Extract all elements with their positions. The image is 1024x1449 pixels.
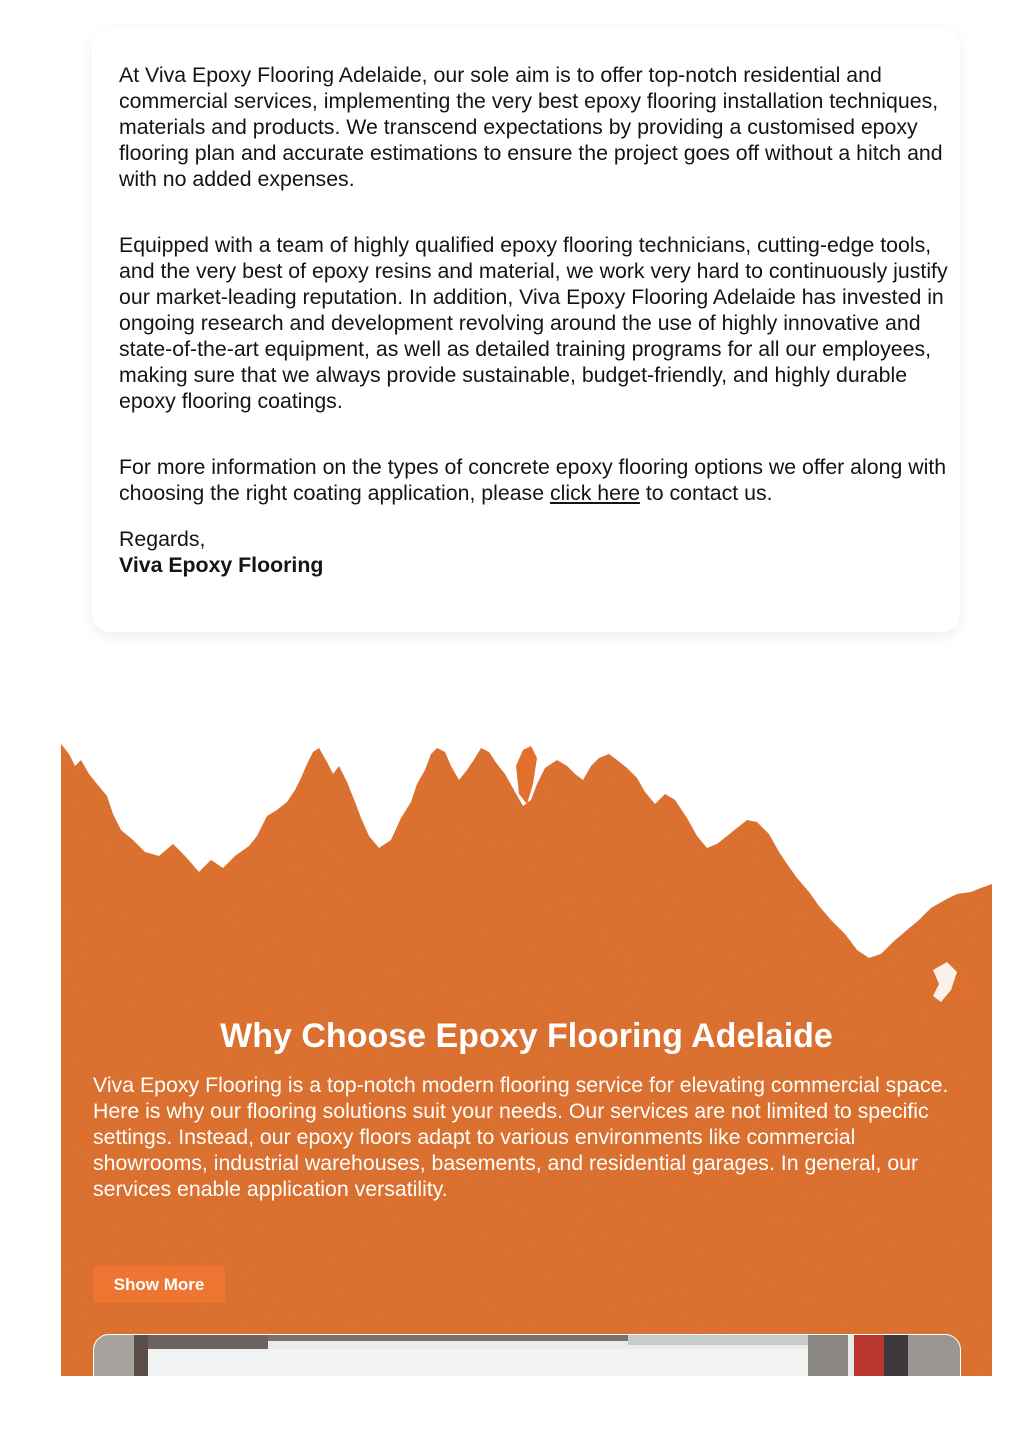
letter-paragraph-3-tail: to contact us. xyxy=(639,481,773,505)
garage-floor-photo xyxy=(93,1334,961,1376)
why-section-title: Why Choose Epoxy Flooring Adelaide xyxy=(220,1017,833,1055)
why-section-description: Viva Epoxy Flooring is a top-notch modern flooring service for elevating commercial space. Here is why our flooring solutions suit your needs. Our services are not limited to specific settings. Instead, our epoxy floors adapt to various environments like commercial showrooms, industrial warehouses, basements, and residential garages. In general, our services enable application versatility. xyxy=(93,1073,949,1201)
letter-signoff: Regards, xyxy=(119,527,206,551)
show-more-button[interactable]: Show More xyxy=(93,1266,225,1303)
letter-paragraph-1: At Viva Epoxy Flooring Adelaide, our sole aim is to offer top-notch residential and commercial services, implementing the very best epoxy flooring installation techniques, materials and products. We transcend expectations by providing a customised epoxy flooring plan and accurate estimations to ensure the project goes off without a hitch and with no added expenses. xyxy=(119,63,943,191)
letter-paragraph-3-lead: For more information on the types of concrete epoxy flooring options we offer along with choosing the right coating application, please xyxy=(119,455,947,505)
letter-paragraph-3 xyxy=(119,454,949,506)
contact-link[interactable]: click here xyxy=(549,481,640,505)
garage-floor-image xyxy=(94,1335,960,1376)
letter-paragraph-2: Equipped with a team of highly qualified epoxy flooring technicians, cutting-edge tools, and the very best of epoxy resins and material, we work very hard to continuously justify our market-leading reputation. In addition, Viva Epoxy Flooring Adelaide has invested in ongoing research and development revolving around the use of highly innovative and state-of-the-art equipment, as well as detailed training programs for all our employees, making sure that we always provide sustainable, budget-friendly, and highly durable epoxy flooring coatings. xyxy=(119,233,948,413)
letter-body xyxy=(119,62,949,578)
why-choose-section xyxy=(61,744,992,1376)
letter-signature: Viva Epoxy Flooring xyxy=(119,553,324,577)
